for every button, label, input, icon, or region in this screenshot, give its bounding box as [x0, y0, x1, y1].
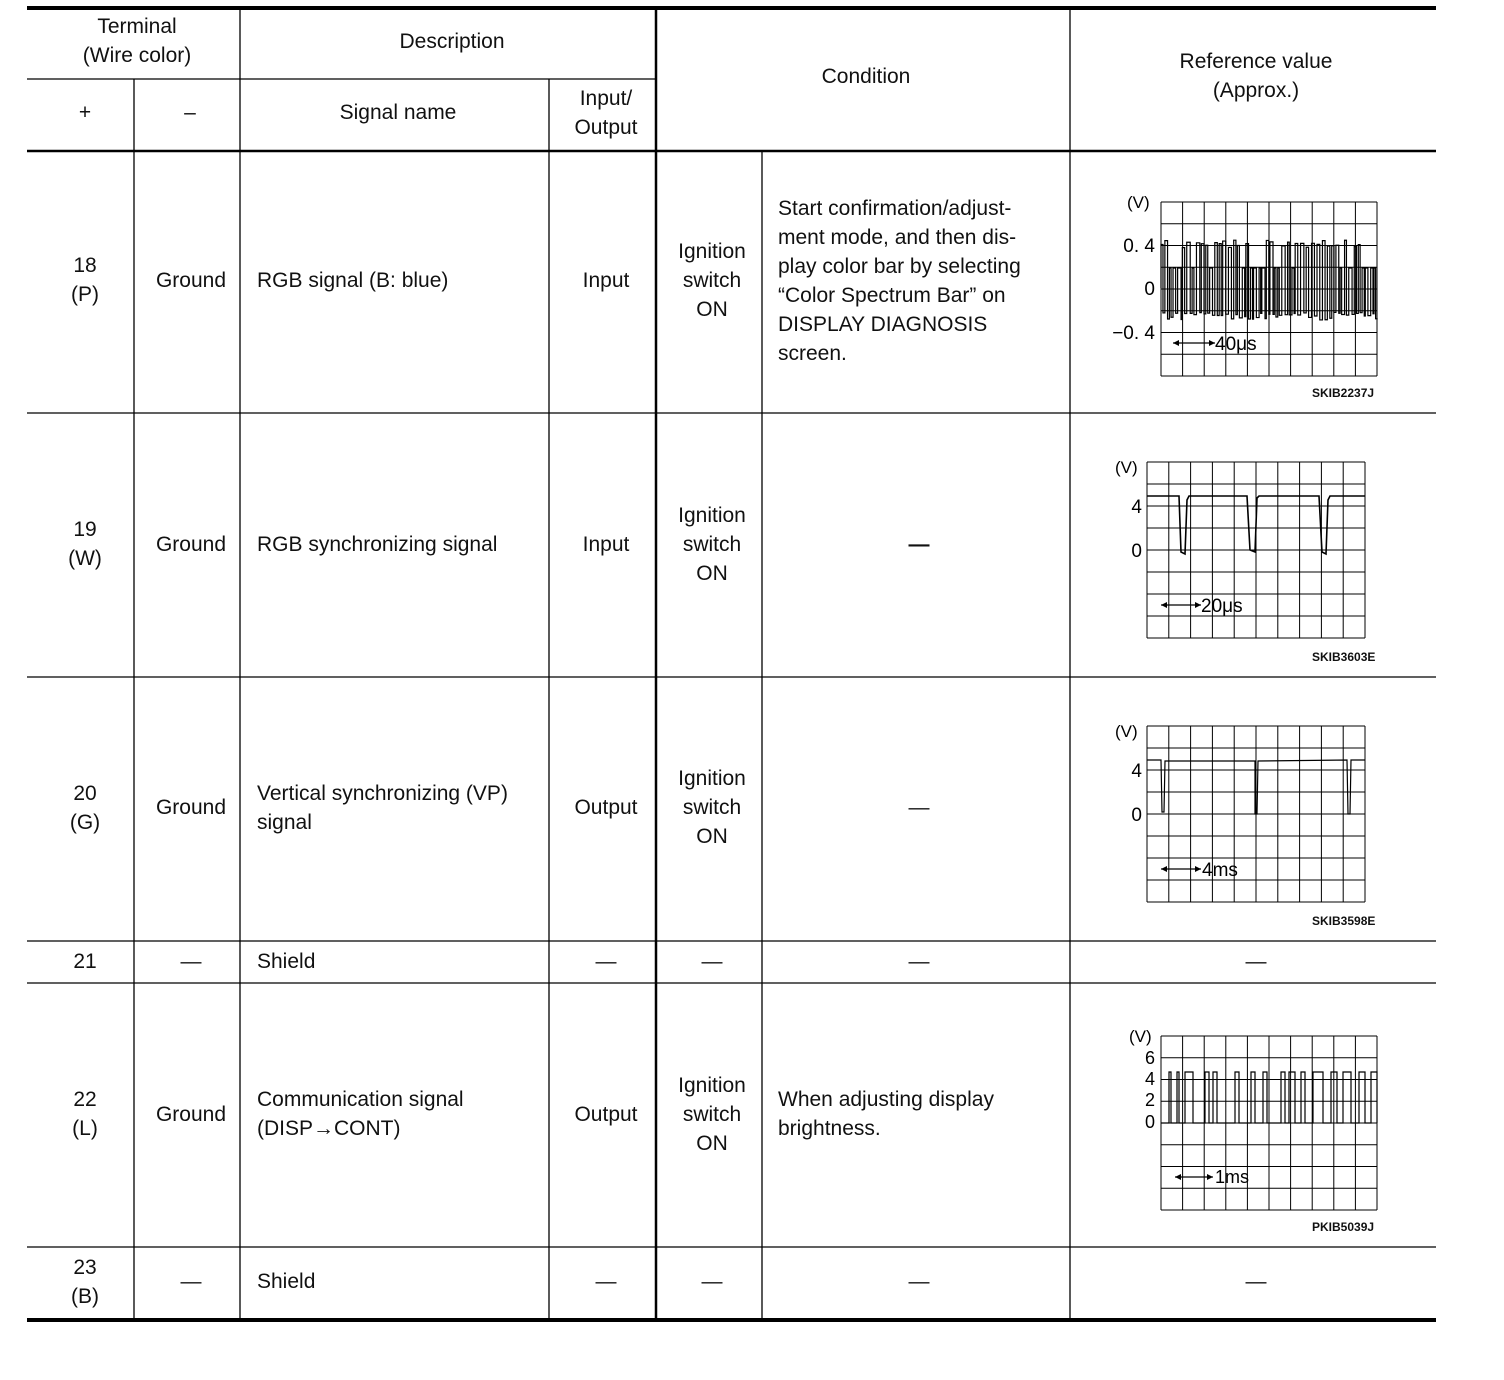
ignition-line2: switch	[682, 796, 742, 819]
waveform-skib3598e	[1105, 714, 1395, 934]
timebase-marker	[1161, 602, 1201, 608]
row-22-ignition	[678, 1071, 746, 1158]
signal-name-line1: Vertical synchronizing (VP)	[257, 782, 508, 805]
row-22-signal-name	[257, 1085, 464, 1143]
figure-code-skib3603e: SKIB3603E	[1312, 650, 1376, 664]
level-label-4: 4	[1144, 1069, 1155, 1089]
level-label-bottom: −0. 4	[1112, 323, 1155, 344]
row-23-reference: —	[1245, 1270, 1267, 1293]
level-label-high: 4	[1131, 497, 1142, 518]
header-condition: Condition	[821, 65, 911, 88]
condition-line5: DISPLAY DIAGNOSIS	[778, 313, 988, 336]
terminal-number: 22	[73, 1088, 97, 1111]
terminal-number: 20	[73, 782, 97, 805]
row-21-reference: —	[1245, 950, 1267, 973]
ignition-line3: ON	[696, 1132, 728, 1155]
signal-name-line1: Communication signal	[257, 1088, 464, 1111]
row-23-signal-name: Shield	[257, 1270, 316, 1293]
signal-name-line2: (DISP→CONT)	[257, 1117, 401, 1140]
timebase-marker	[1161, 866, 1201, 872]
header-reference-line2: (Approx.)	[1212, 79, 1300, 102]
header-reference-value	[1180, 47, 1333, 105]
level-label-high: 4	[1131, 761, 1142, 782]
row-22-io: Output	[574, 1103, 638, 1126]
waveform-unit: (V)	[1115, 722, 1138, 741]
row-19-condition-detail: —	[908, 533, 930, 556]
row-20-io: Output	[574, 796, 638, 819]
level-label-0: 0	[1144, 1112, 1155, 1132]
ignition-line2: switch	[682, 533, 742, 556]
signal-name-line: RGB signal (B: blue)	[257, 269, 449, 292]
signal-name-line2: signal	[257, 811, 312, 834]
terminal-number: 19	[73, 518, 97, 541]
level-label-mid: 0	[1144, 279, 1155, 300]
row-18-signal-name	[257, 266, 448, 295]
level-label-2: 2	[1144, 1090, 1155, 1110]
row-22-condition-detail	[778, 1085, 994, 1143]
row-21-condition-detail: —	[908, 950, 930, 973]
figure-code-skib2237j: SKIB2237J	[1312, 386, 1375, 400]
row-20-ground: Ground	[155, 796, 227, 819]
condition-line6: screen.	[778, 342, 847, 365]
ignition-line3: ON	[696, 825, 728, 848]
waveform-trace	[1161, 240, 1378, 320]
row-19-ground: Ground	[155, 533, 227, 556]
row-19-terminal	[68, 515, 102, 573]
header-description: Description	[399, 30, 505, 53]
terminal-number: 18	[73, 254, 97, 277]
figure-code-pkib5039j: PKIB5039J	[1312, 1220, 1375, 1234]
row-21-terminal: 21	[73, 950, 97, 973]
row-20-ignition	[678, 764, 746, 851]
level-label-top: 0. 4	[1123, 236, 1155, 257]
waveform-grid	[1147, 462, 1365, 638]
waveform-pkib5039j	[1105, 1022, 1395, 1242]
row-21-minus: —	[180, 950, 202, 973]
condition-line2: brightness.	[778, 1117, 881, 1140]
row-21-signal-name: Shield	[257, 950, 316, 973]
header-io-line1: Input/	[579, 87, 633, 110]
ignition-line1: Ignition	[678, 767, 746, 790]
row-20-terminal	[70, 779, 100, 837]
level-label-6: 6	[1144, 1048, 1155, 1068]
header-terminal	[83, 12, 192, 70]
row-23-terminal	[71, 1253, 99, 1311]
figure-code-skib3598e: SKIB3598E	[1312, 914, 1376, 928]
header-plus: +	[78, 101, 92, 124]
row-23-condition-detail: —	[908, 1270, 930, 1293]
wire-color: (P)	[71, 283, 99, 306]
row-22-terminal	[72, 1085, 98, 1143]
row-23-minus: —	[180, 1270, 202, 1293]
ignition-line3: ON	[696, 562, 728, 585]
ignition-line1: Ignition	[678, 504, 746, 527]
waveform-unit: (V)	[1115, 458, 1138, 477]
header-minus: –	[184, 101, 196, 124]
level-label-zero: 0	[1131, 805, 1142, 826]
ignition-line2: switch	[682, 269, 742, 292]
timebase-marker	[1175, 1174, 1213, 1180]
row-23-io: —	[595, 1270, 617, 1293]
ignition-line1: Ignition	[678, 1074, 746, 1097]
waveform-unit: (V)	[1129, 1027, 1152, 1046]
level-label-zero: 0	[1131, 541, 1142, 562]
wire-color: (B)	[71, 1285, 99, 1308]
waveform-trace	[1147, 496, 1365, 554]
timebase-label: 1ms	[1215, 1167, 1250, 1187]
waveform-unit: (V)	[1127, 193, 1150, 212]
wire-color: (G)	[69, 811, 101, 834]
row-19-ignition	[678, 501, 746, 588]
ignition-line1: Ignition	[678, 240, 746, 263]
condition-line3: play color bar by selecting	[778, 255, 1021, 278]
row-23-ignition: —	[701, 1270, 723, 1293]
terminal-number: 23	[73, 1256, 97, 1279]
timebase-label: 20μs	[1201, 596, 1243, 617]
signal-name-line: RGB synchronizing signal	[257, 533, 498, 556]
wire-color: (W)	[68, 547, 102, 570]
waveform-skib3603e	[1105, 450, 1395, 670]
header-terminal-line1: Terminal	[97, 15, 177, 38]
condition-line1: Start confirmation/adjust-	[778, 197, 1012, 220]
ignition-line2: switch	[682, 1103, 742, 1126]
condition-line2: ment mode, and then dis-	[778, 226, 1017, 249]
row-19-io: Input	[582, 533, 630, 556]
header-io-line2: Output	[574, 116, 638, 139]
condition-line1: When adjusting display	[778, 1088, 994, 1111]
timebase-label: 4ms	[1202, 860, 1238, 881]
row-18-terminal	[71, 251, 99, 309]
row-18-ground: Ground	[155, 269, 227, 292]
row-21-io: —	[595, 950, 617, 973]
row-18-ignition	[678, 237, 746, 324]
ignition-line3: ON	[696, 298, 728, 321]
header-input-output	[574, 84, 637, 142]
row-22-ground: Ground	[155, 1103, 227, 1126]
row-20-condition-detail: —	[908, 796, 930, 819]
row-18-io: Input	[582, 269, 630, 292]
header-terminal-line2: (Wire color)	[82, 44, 192, 67]
row-19-signal-name	[257, 530, 497, 559]
header-reference-line1: Reference value	[1179, 50, 1333, 73]
row-18-condition-detail	[778, 194, 1021, 368]
row-20-signal-name	[257, 779, 508, 837]
row-21-ignition: —	[701, 950, 723, 973]
timebase-label: 40μs	[1215, 334, 1257, 355]
header-signal-name: Signal name	[339, 101, 457, 124]
timebase-marker	[1173, 340, 1215, 346]
condition-line4: “Color Spectrum Bar” on	[778, 284, 1006, 307]
waveform-skib2237j	[1105, 188, 1395, 408]
wire-color: (L)	[72, 1117, 98, 1140]
